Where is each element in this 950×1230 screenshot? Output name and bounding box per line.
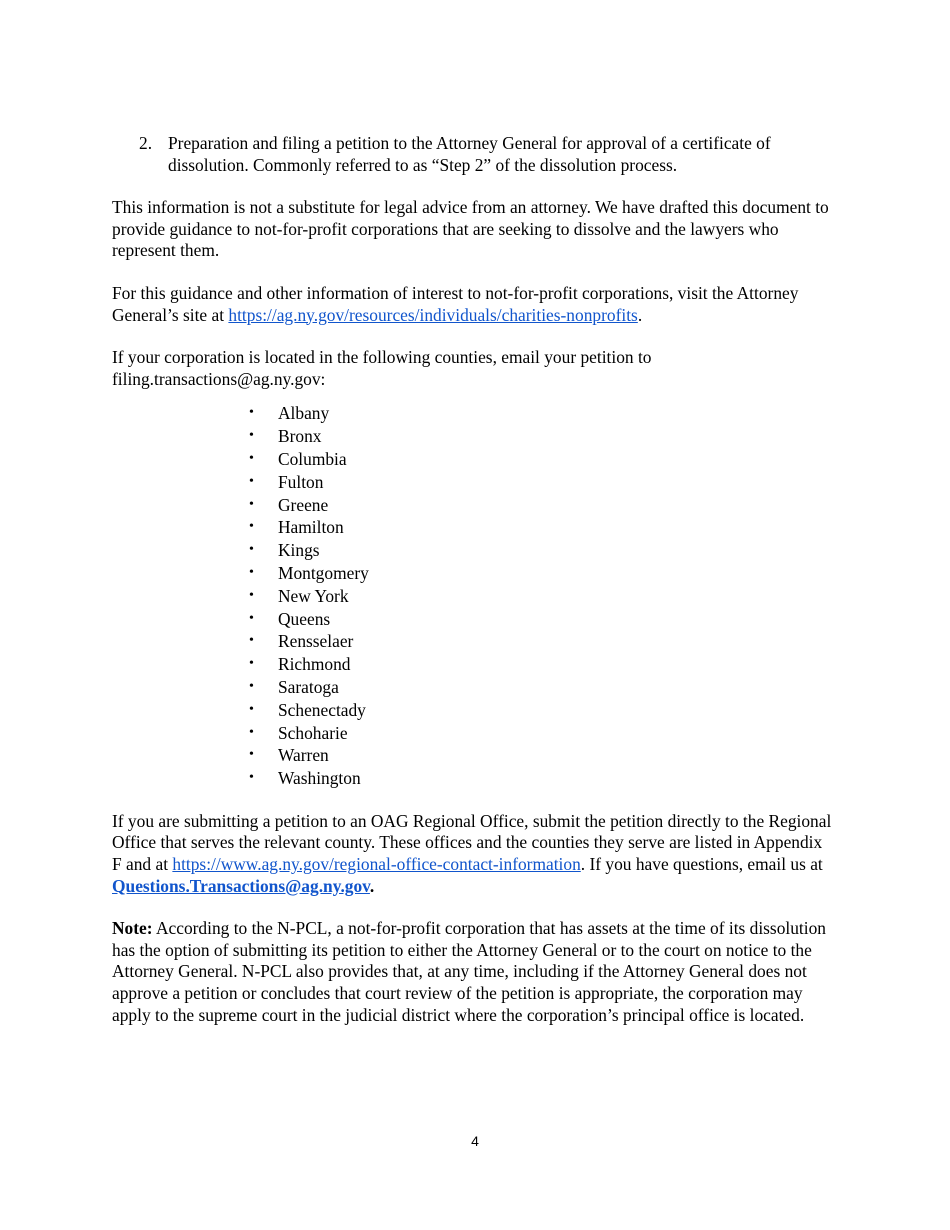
numbered-item-text: Preparation and filing a petition to the Attorney General for approval of a certificate of dissolution. Commonly referred to as “Step 2” of the dissolution process. — [168, 133, 771, 175]
bullet-icon: • — [249, 678, 254, 694]
list-item — [248, 539, 832, 562]
county-name: Kings — [278, 540, 320, 561]
bullet-icon: • — [249, 587, 254, 603]
regional-text-end: . — [369, 875, 375, 896]
list-item — [248, 448, 832, 471]
list-item — [248, 562, 832, 585]
list-item — [248, 653, 832, 676]
county-name: Schoharie — [278, 722, 348, 743]
county-name: Columbia — [278, 448, 347, 469]
county-name: New York — [278, 585, 349, 606]
bullet-icon: • — [249, 473, 254, 489]
county-name: Montgomery — [278, 562, 369, 583]
bullet-icon: • — [249, 428, 254, 444]
list-item — [248, 425, 832, 448]
county-name: Albany — [278, 403, 330, 424]
list-item — [248, 608, 832, 631]
bullet-icon: • — [249, 747, 254, 763]
numbered-item-step-2 — [112, 133, 832, 176]
bullet-icon: • — [249, 564, 254, 580]
county-name: Saratoga — [278, 676, 339, 697]
list-item — [248, 471, 832, 494]
county-name: Bronx — [278, 426, 322, 447]
bullet-icon: • — [249, 701, 254, 717]
note-paragraph — [112, 918, 832, 1026]
list-item — [248, 516, 832, 539]
county-name: Washington — [278, 768, 361, 789]
questions-email-link[interactable]: Questions.Transactions@ag.ny.gov — [112, 875, 370, 896]
bullet-icon: • — [249, 450, 254, 466]
list-item — [248, 630, 832, 653]
list-item — [248, 402, 832, 425]
guidance-paragraph — [112, 283, 832, 326]
charities-nonprofits-link[interactable]: https://ag.ny.gov/resources/individuals/charities-nonprofits — [228, 304, 638, 325]
document-body — [112, 133, 832, 1026]
list-item — [248, 494, 832, 517]
county-name: Warren — [278, 745, 329, 766]
county-name: Richmond — [278, 654, 351, 675]
list-item — [248, 585, 832, 608]
list-item — [248, 744, 832, 767]
bullet-icon: • — [249, 770, 254, 786]
county-name: Schenectady — [278, 699, 366, 720]
bullet-icon: • — [249, 519, 254, 535]
page-number: 4 — [471, 1133, 479, 1149]
regional-office-link[interactable]: https://www.ag.ny.gov/regional-office-contact-information — [172, 854, 581, 875]
numbered-item-number: 2. — [139, 133, 153, 153]
county-name: Fulton — [278, 471, 324, 492]
county-name: Queens — [278, 608, 331, 629]
disclaimer-paragraph: This information is not a substitute for legal advice from an attorney. We have drafted this document to provide guidance to not-for-profit corporations that are seeking to dissolve and the lawyers who represent them. — [112, 197, 829, 261]
bullet-icon: • — [249, 724, 254, 740]
guidance-text-end: . — [637, 304, 643, 325]
note-label: Note: — [112, 918, 153, 939]
bullet-icon: • — [249, 496, 254, 512]
list-item — [248, 722, 832, 745]
guidance-text: For this guidance and other information of interest to not-for-profit corporations, visit the Attorney General’s site at — [112, 282, 799, 325]
regional-text-middle: . If you have questions, email us at — [580, 854, 823, 875]
county-name: Hamilton — [278, 517, 344, 538]
email-instructions-paragraph: If your corporation is located in the following counties, email your petition to filing.transactions@ag.ny.gov: — [112, 347, 652, 389]
regional-text: If you are submitting a petition to an OAG Regional Office, submit the petition directly to the Regional Office that serves the relevant county. These offices and the counties they serve are listed in Appendix F and at — [112, 810, 832, 875]
regional-office-paragraph — [112, 811, 832, 897]
bullet-icon: • — [249, 610, 254, 626]
bullet-icon: • — [249, 542, 254, 558]
county-list — [112, 402, 832, 790]
note-text: According to the N-PCL, a not-for-profit corporation that has assets at the time of its dissolution has the option of submitting its petition to either the Attorney General or to the court on notice to the Attorney General. N-PCL also provides that, at any time, including if the Attorney General does not approve a petition or concludes that court review of the petition is appropriate, the corporation may apply to the supreme court in the judicial district where the corporation’s principal office is located. — [112, 918, 826, 1025]
bullet-icon: • — [249, 656, 254, 672]
bullet-icon: • — [249, 405, 254, 421]
list-item — [248, 767, 832, 790]
county-name: Rensselaer — [278, 631, 354, 652]
bullet-icon: • — [249, 633, 254, 649]
county-name: Greene — [278, 494, 329, 515]
list-item — [248, 699, 832, 722]
list-item — [248, 676, 832, 699]
